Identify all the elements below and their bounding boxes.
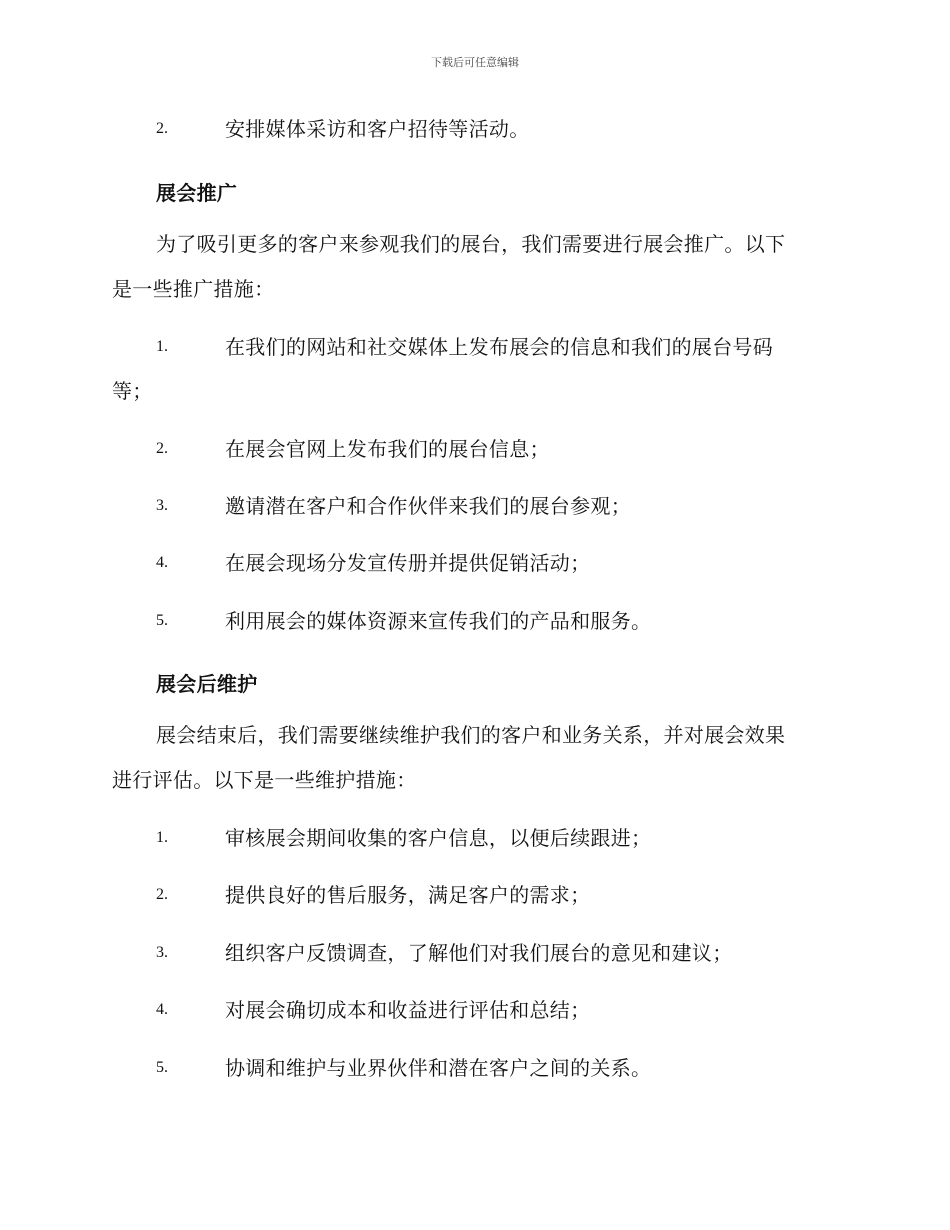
paragraph-line: 进行评估。以下是一些维护措施： [112,768,417,792]
list-item-text: 邀请潜在客户和合作伙伴来我们的展台参观； [225,494,631,518]
list-item-text: 安排媒体采访和客户招待等活动。 [225,117,530,141]
list-item-number: 2. [156,886,168,903]
list-item-number: 4. [156,1001,168,1018]
paragraph-line: 展会结束后，我们需要继续维护我们的客户和业务关系，并对展会效果 [156,723,786,747]
list-item-text: 在我们的网站和社交媒体上发布展会的信息和我们的展台号码 [225,335,774,359]
list-item-text: 对展会确切成本和收益进行评估和总结； [225,998,591,1022]
section-heading-maintenance: 展会后维护 [156,672,258,696]
list-item-text: 协调和维护与业界伙伴和潜在客户之间的关系。 [225,1056,652,1080]
paragraph-line: 为了吸引更多的客户来参观我们的展台，我们需要进行展会推广。以下 [156,232,786,256]
paragraph-line: 是一些推广措施： [112,277,275,301]
page-header: 下载后可任意编辑 [431,56,519,69]
list-item-text: 组织客户反馈调查，了解他们对我们展台的意见和建议； [225,941,733,965]
list-item-number: 3. [156,944,168,961]
list-item-number: 1. [156,829,168,846]
list-item-number: 2. [156,120,168,137]
list-item-text: 在展会现场分发宣传册并提供促销活动； [225,551,591,575]
list-item-continuation: 等； [112,379,153,403]
list-item-text: 利用展会的媒体资源来宣传我们的产品和服务。 [225,609,652,633]
list-item-number: 2. [156,440,168,457]
list-item-number: 4. [156,554,168,571]
list-item-text: 在展会官网上发布我们的展台信息； [225,437,550,461]
list-item-text: 审核展会期间收集的客户信息，以便后续跟进； [225,826,652,850]
list-item-number: 5. [156,612,168,629]
list-item-text: 提供良好的售后服务，满足客户的需求； [225,883,591,907]
list-item-number: 3. [156,497,168,514]
section-heading-promotion: 展会推广 [156,181,238,205]
list-item-number: 1. [156,338,168,355]
list-item-number: 5. [156,1059,168,1076]
